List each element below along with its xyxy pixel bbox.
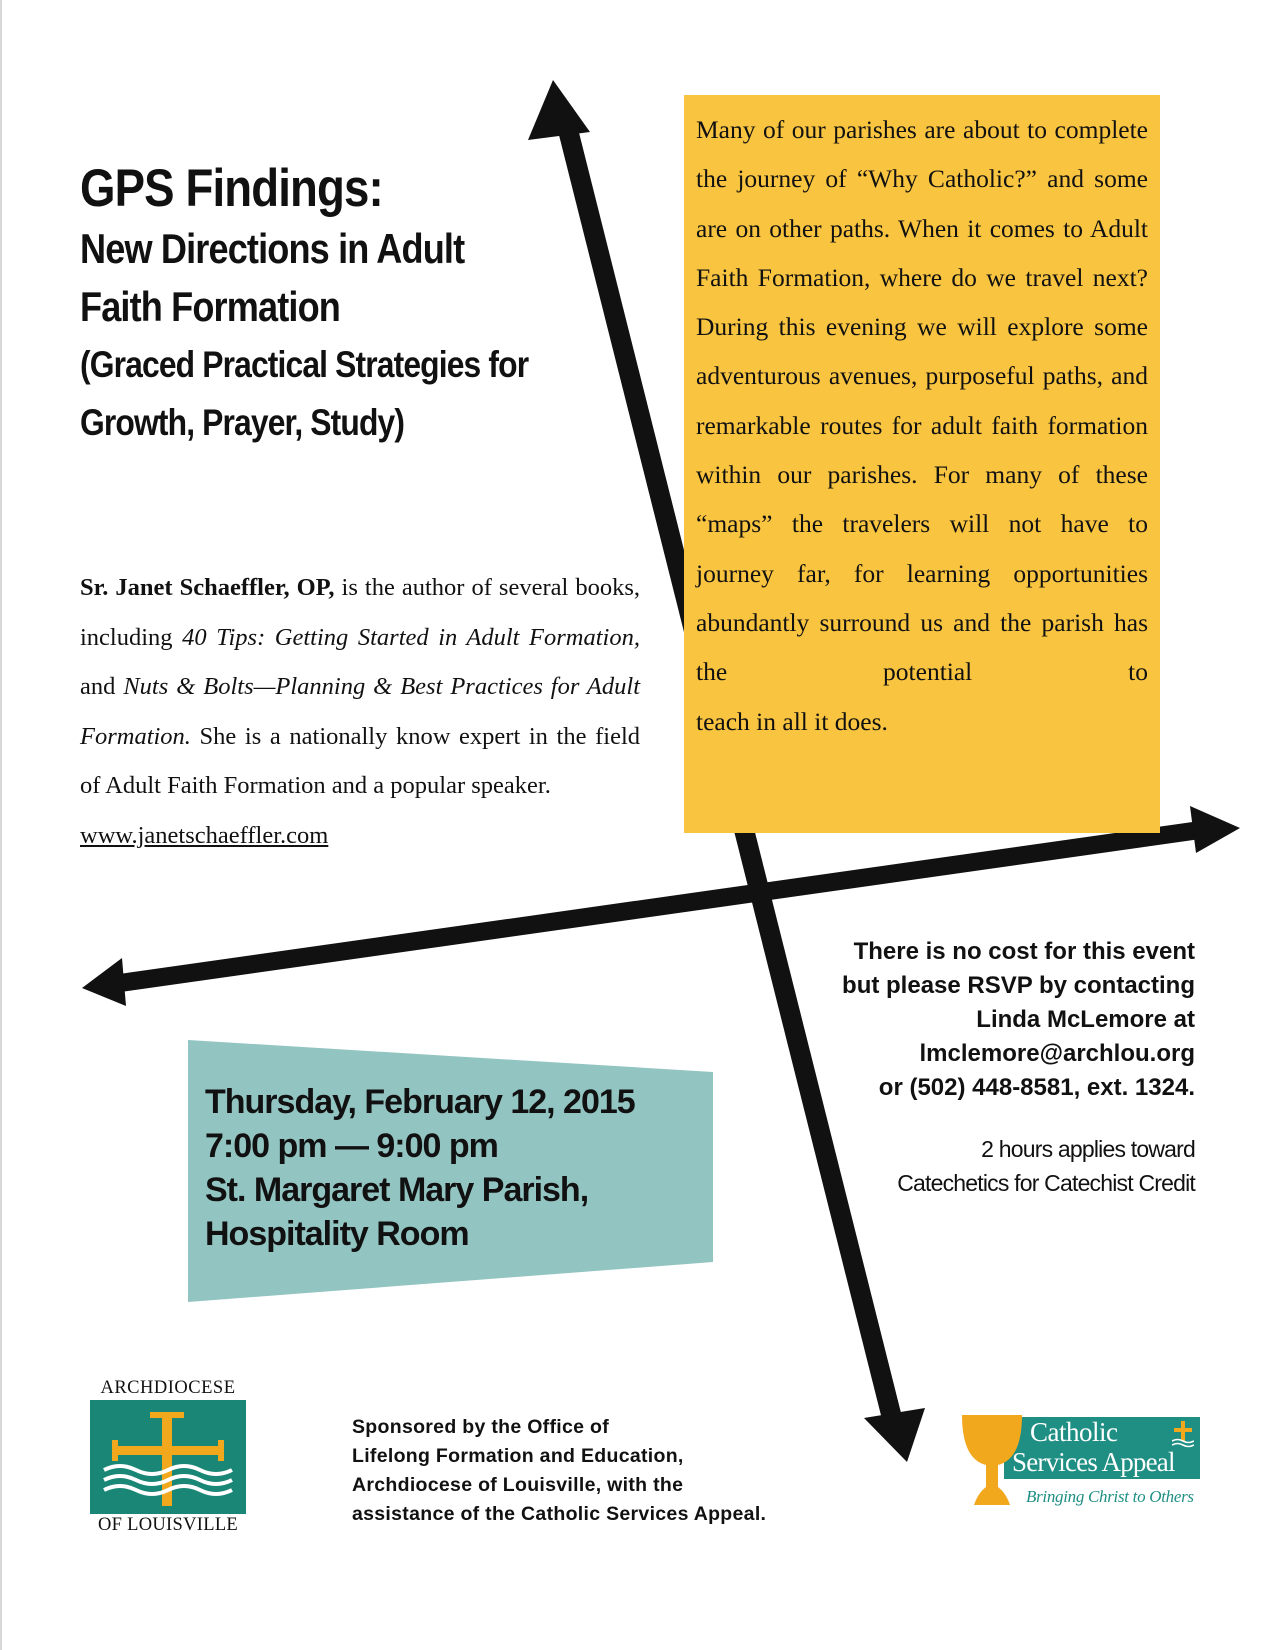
- archdiocese-logo: [88, 1378, 248, 1534]
- rsvp-email[interactable]: lmclemore@archlou.org: [919, 1040, 1195, 1067]
- book-title-1: 40 Tips: Getting Started in Adult Formation,: [182, 623, 640, 651]
- sponsor-line-1: Sponsored by the Office of: [352, 1416, 609, 1438]
- sponsor-line-4: assistance of the Catholic Services Appeal.: [352, 1503, 767, 1525]
- catholic-services-appeal-logo: [960, 1407, 1200, 1517]
- title-line-3: Faith Formation: [80, 283, 341, 330]
- csa-cross-icon: [1172, 1421, 1194, 1449]
- title-line-4: (Graced Practical Strategies for: [80, 344, 529, 385]
- event-date: Thursday, February 12, 2015: [205, 1083, 635, 1121]
- description-text: [696, 105, 1148, 746]
- title-line-5: Growth, Prayer, Study): [80, 402, 405, 443]
- up-arrowhead: [528, 80, 590, 140]
- rsvp-line-3: Linda McLemore at: [976, 1006, 1195, 1033]
- sponsor-text: [352, 1413, 872, 1529]
- csa-logo-line-2: Services Appeal: [1012, 1447, 1175, 1477]
- archdiocese-logo-top-text: ARCHDIOCESE: [100, 1378, 236, 1398]
- archdiocese-logo-bottom-text: OF LOUISVILLE: [97, 1515, 239, 1535]
- credit-line-2: Catechetics for Catechist Credit: [897, 1170, 1195, 1196]
- description-main: Many of our parishes are about to complete the journey of “Why Catholic?” and some are on other paths. When it comes to Adult Faith Formation, where do we travel next? During this evening we will explore some adventurous avenues, purposeful paths, and remarkable routes for adult faith formation within our parishes. For many of these “maps” the travelers will not have to journey far, for learning opportunities abundantly surround us and the parish has the potential to: [696, 115, 1148, 687]
- credit-line-1: 2 hours applies toward: [981, 1136, 1195, 1162]
- bio-text-3: She is a nationally know expert in the field of Adult Faith Formation and a popular speaker.: [80, 722, 640, 799]
- bio-text-1: is the author of several books, including: [80, 574, 640, 651]
- down-arrowhead: [864, 1408, 925, 1462]
- archdiocese-cross-icon: [90, 1400, 246, 1514]
- description-box: [684, 95, 1160, 833]
- event-location: St. Margaret Mary Parish,: [205, 1171, 589, 1209]
- sponsor-line-3: Archdiocese of Louisville, with the: [352, 1474, 684, 1496]
- credit-info: [765, 1132, 1195, 1200]
- bio-text-2: and: [80, 673, 124, 700]
- title-line-2: New Directions in Adult: [80, 225, 465, 272]
- rsvp-phone: or (502) 448-8581, ext. 1324.: [878, 1074, 1195, 1101]
- right-arrowhead: [1190, 806, 1240, 853]
- speaker-name: Sr. Janet Schaeffler, OP,: [80, 574, 335, 601]
- rsvp-line-2: but please RSVP by contacting: [842, 972, 1195, 999]
- csa-tagline: Bringing Christ to Others: [1026, 1487, 1194, 1506]
- left-arrowhead: [82, 958, 126, 1006]
- event-time: 7:00 pm — 9:00 pm: [205, 1127, 498, 1165]
- title-main: GPS Findings:: [80, 159, 383, 218]
- speaker-website-link[interactable]: www.janetschaeffler.com: [80, 821, 329, 849]
- description-last-line: teach in all it does.: [696, 706, 888, 736]
- rsvp-line-1: There is no cost for this event: [853, 938, 1195, 965]
- title-block: [80, 158, 600, 452]
- sponsor-line-2: Lifelong Formation and Education,: [352, 1445, 684, 1467]
- csa-logo-line-1: Catholic: [1030, 1417, 1118, 1447]
- rsvp-info: [765, 935, 1195, 1105]
- event-details: [205, 1080, 705, 1256]
- speaker-bio: [80, 563, 640, 860]
- event-room: Hospitality Room: [205, 1215, 469, 1253]
- book-title-2: Nuts & Bolts—Planning & Best Practices for Adult Formation.: [80, 673, 640, 750]
